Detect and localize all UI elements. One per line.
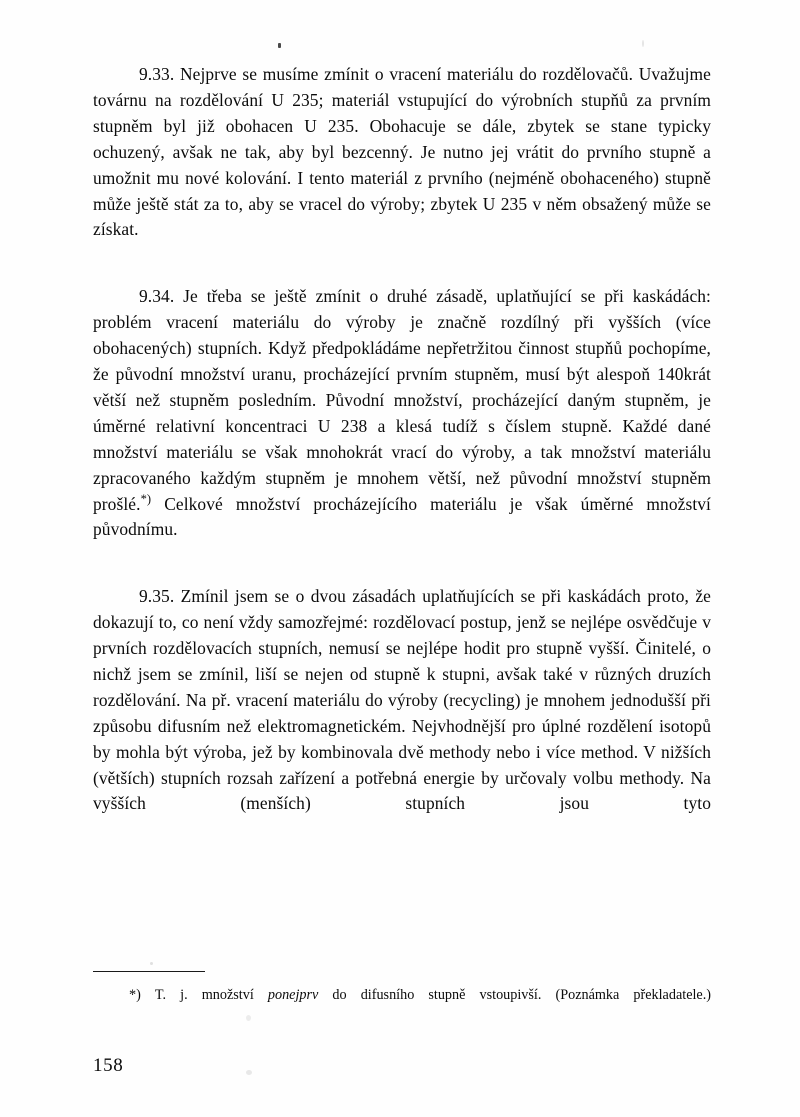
paragraph-9-35: [93, 584, 711, 843]
scan-speck-icon: [278, 43, 281, 48]
paragraph-9-35-text: 9.35. Zmínil jsem se o dvou zásadách uplatňujících se při kaskádách proto, že dokazují to, co není vždy samozřejmé: rozdělovací postup, jenž se nejlépe osvědčuje v prvních rozdělovacích stupních, nemusí se nejlépe hodit pro stupně vyšší. Činitelé, o nichž jsem se zmínil, liší se nejen od stupně k stupni, avšak také v různých druzích rozdělování. Na př. vracení materiálu do výroby (recycling) je mnohem jednodušší při způsobu difusním než elektromagnetickém. Nejvhodnější pro úplné rozdělení isotopů by mohla být výroba, jež by kombinovala dvě methody nebo i více method. V nižších (větších) stupních rozsah zařízení a potřebná energie by určovaly volbu methody. Na vyšších (menších) stupních jsou tyto: [93, 586, 711, 814]
footnote-emphasised-word: ponejprv: [267, 987, 319, 1003]
footnote-text-part-2: do difusního stupně vstoupivší. (Poznámka překladatele.): [318, 987, 711, 1003]
body-text-block: [93, 62, 711, 843]
footnote-marker: *): [129, 987, 141, 1003]
page-number: 158: [93, 1055, 124, 1076]
scan-speck-icon: [246, 1070, 252, 1075]
footnote-reference-marker: *): [140, 491, 152, 506]
scan-speck-icon: [150, 962, 153, 965]
paragraph-9-34: [93, 284, 711, 569]
paragraph-9-34-text-after-footnote: Celkové množství procházejícího materiálu je však úměrné množství původnímu.: [93, 493, 711, 540]
paragraph-9-34-text-before-footnote: 9.34. Je třeba se ještě zmínit o druhé zásadě, uplatňující se při kaskádách: problém vracení materiálu do výroby je značně rozdílný při vyšších (více obohacených) stupních. Když předpokládáme nepřetržitou činnost stupňů pochopíme, že původní množství uranu, procházející prvním stupněm, musí být alespoň 140krát větší než stupněm posledním. Původní množství, procházející daným stupněm, je úměrné relativní koncentraci U 238 a klesá tudíž s číslem stupně. Každé dané množství materiálu se však mnohokrát vrací do výroby, a tak množství materiálu zpracovaného každým stupněm je mnohem větší, než původní množství stupněm prošlé.: [93, 286, 711, 514]
paragraph-9-33-text: 9.33. Nejprve se musíme zmínit o vracení materiálu do rozdělovačů. Uvažujme továrnu na rozdělování U 235; materiál vstupující do výrobních stupňů za prvním stupněm byl již obohacen U 235. Obohacuje se dále, zbytek se stane typicky ochuzený, avšak ne tak, aby byl bezcenný. Je nutno jej vrátit do prvního stupně a umožnit mu nové kolování. I tento materiál z prvního (nejméně obohaceného) stupně může ještě stát za to, aby se vracel do výroby; zbytek U 235 v něm obsažený může se získat.: [93, 64, 711, 240]
scan-speck-icon: [642, 40, 644, 47]
footnote-separator-rule: [93, 971, 205, 972]
footnote: [93, 984, 711, 1028]
paragraph-9-33: [93, 62, 711, 269]
footnote-text-part-1: T. j. množství: [154, 987, 268, 1003]
